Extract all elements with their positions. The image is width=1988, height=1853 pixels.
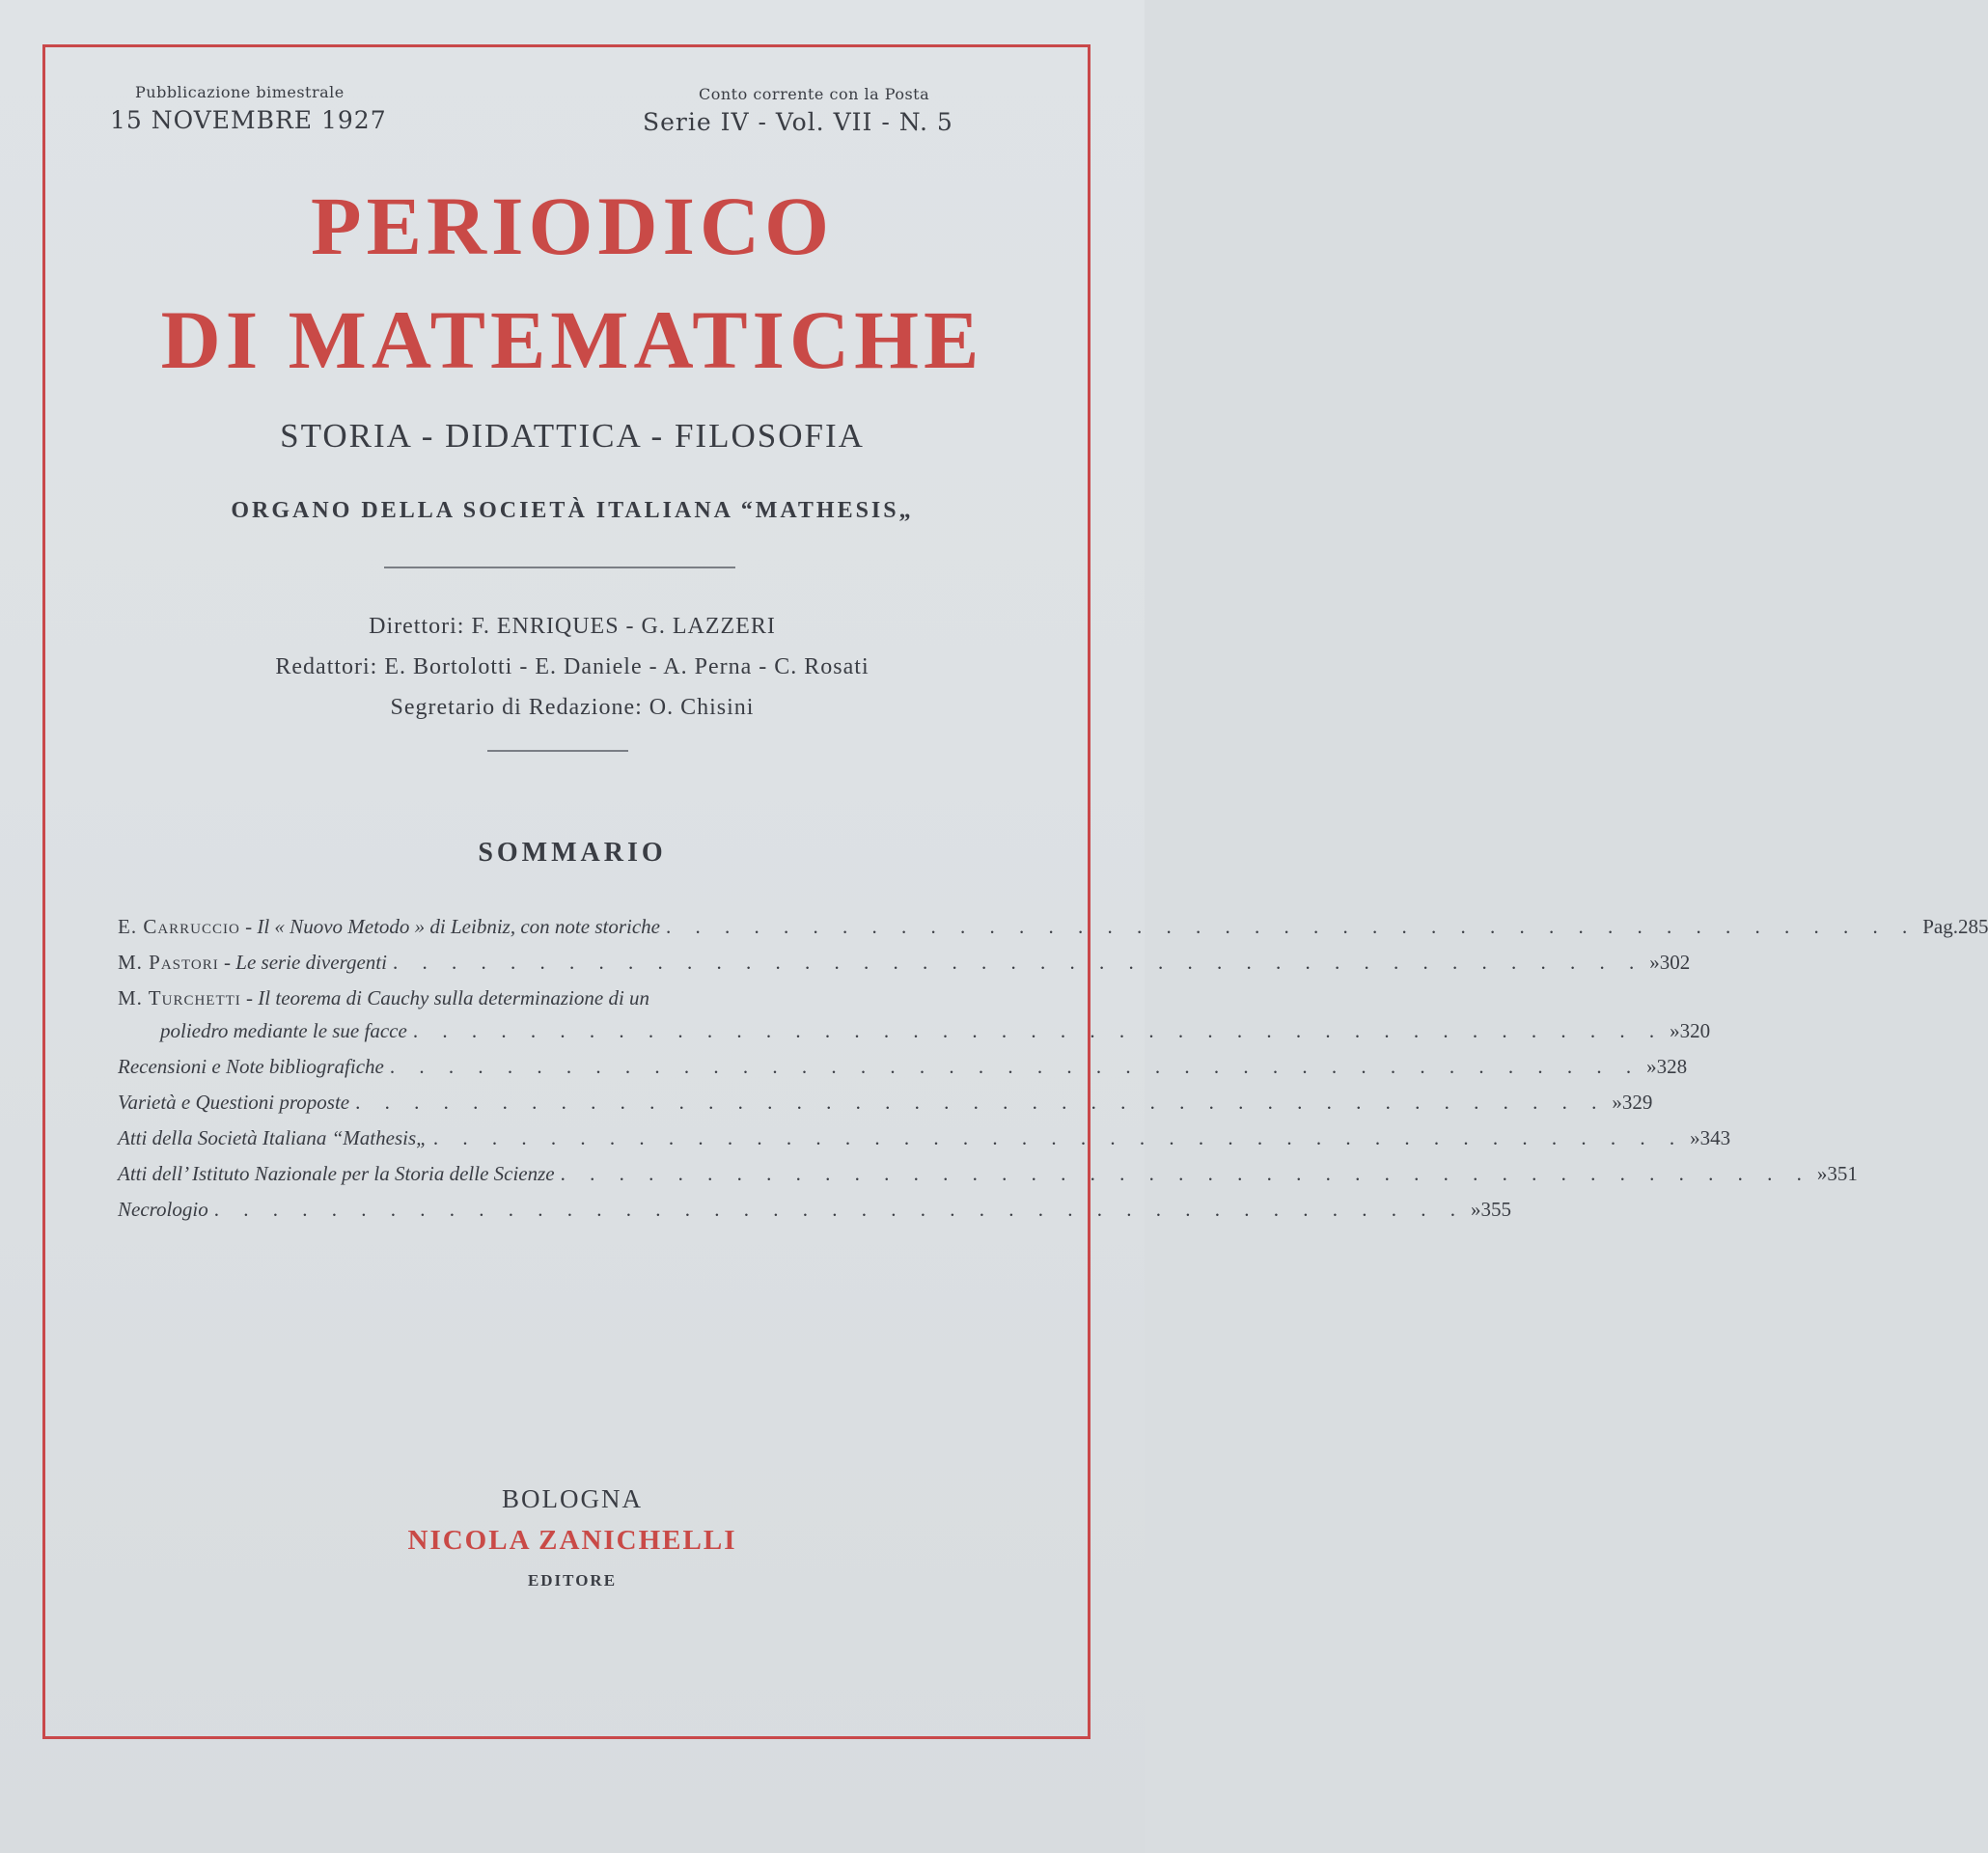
toc-title: Necrologio	[118, 1198, 208, 1221]
series-volume-number: Serie IV - Vol. VII - N. 5	[643, 108, 953, 136]
directors-line: Direttori: F. ENRIQUES - G. LAZZERI	[369, 614, 776, 639]
toc-leader-dots: . . . . . . . . . . . . . . . . . . . . . . . . . . . . . . . . . . . . . . . . . . .	[392, 951, 1644, 974]
toc-page-number: 285	[1957, 915, 1988, 938]
issue-date: 15 NOVEMBRE 1927	[110, 106, 387, 134]
organ-statement: ORGANO DELLA SOCIETÀ ITALIANA “MATHESIS„	[231, 498, 914, 523]
toc-entry	[118, 1091, 1653, 1120]
divider-long	[384, 567, 735, 568]
toc-author: M. Pastori	[118, 951, 219, 974]
toc-leader-dots: . . . . . . . . . . . . . . . . . . . . . . . . . . . . . . . . . . . . . . . . . . .	[355, 1091, 1607, 1114]
toc-leader-dots: . . . . . . . . . . . . . . . . . . . . . . . . . . . . . . . . . . . . . . . . . . .	[665, 915, 1918, 938]
subtitle: STORIA - DIDATTICA - FILOSOFIA	[280, 417, 865, 455]
toc-page-number: 320	[1679, 1019, 1711, 1042]
toc-page-label: »	[1612, 1091, 1622, 1114]
toc-page-number: 351	[1827, 1162, 1858, 1185]
postal-account-note: Conto corrente con la Posta	[699, 85, 930, 103]
sommario-heading: SOMMARIO	[478, 838, 667, 868]
toc-entry	[118, 1162, 1858, 1191]
toc-separator: -	[239, 915, 258, 938]
toc-page-label: »	[1816, 1162, 1828, 1185]
editors-line: Redattori: E. Bortolotti - E. Daniele - A. Perna - C. Rosati	[275, 654, 870, 679]
divider-short	[487, 750, 628, 752]
publisher-role: EDITORE	[527, 1571, 618, 1590]
toc-page-label: »	[1470, 1198, 1481, 1221]
toc-leader-dots: . . . . . . . . . . . . . . . . . . . . . . . . . . . . . . . . . . . . . . . . . . .	[213, 1198, 1465, 1221]
toc-title-continued: poliedro mediante le sue facce	[160, 1019, 407, 1042]
table-of-contents	[118, 915, 1988, 1224]
toc-page-label: Pag.	[1922, 915, 1958, 938]
toc-title: Il « Nuovo Metodo » di Leibniz, con note storiche	[257, 915, 660, 938]
toc-entry	[118, 1198, 1511, 1227]
toc-entry-text	[118, 986, 649, 1010]
toc-entry	[118, 1055, 1688, 1084]
title-line-2: DI MATEMATICHE	[160, 293, 984, 386]
toc-leader-dots: . . . . . . . . . . . . . . . . . . . . . . . . . . . . . . . . . . . . . . . . . . .	[432, 1126, 1685, 1149]
toc-entry-continuation	[118, 1019, 1711, 1048]
toc-page-label: »	[1649, 951, 1660, 974]
toc-title: Varietà e Questioni proposte	[118, 1091, 350, 1114]
toc-entry	[118, 986, 1006, 1015]
toc-page-label: »	[1646, 1055, 1657, 1078]
toc-title: Le serie divergenti	[235, 951, 387, 974]
toc-entry-text	[118, 1091, 349, 1115]
publication-frequency: Pubblicazione bimestrale	[135, 83, 345, 101]
toc-entry	[118, 915, 1988, 944]
toc-page-number: 302	[1659, 951, 1691, 974]
toc-author: M. Turchetti	[118, 986, 241, 1009]
toc-title: Il teorema di Cauchy sulla determinazione di un	[258, 986, 650, 1009]
toc-title: Recensioni e Note bibliografiche	[118, 1055, 384, 1078]
toc-separator: -	[218, 951, 236, 974]
toc-page-number: 329	[1621, 1091, 1653, 1114]
toc-leader-dots: . . . . . . . . . . . . . . . . . . . . . . . . . . . . . . . . . . . . . . . . . . .	[412, 1019, 1665, 1042]
toc-separator: -	[240, 986, 259, 1009]
toc-entry-text	[118, 1198, 208, 1222]
toc-entry-text	[118, 951, 387, 975]
publisher-name: NICOLA ZANICHELLI	[407, 1525, 737, 1556]
toc-entry	[118, 951, 1691, 980]
toc-entry	[118, 1126, 1731, 1155]
toc-author: E. Carruccio	[118, 915, 240, 938]
toc-title: Atti dell’ Istituto Nazionale per la Storia delle Scienze	[118, 1162, 555, 1185]
publisher-city: BOLOGNA	[502, 1484, 643, 1513]
toc-leader-dots: . . . . . . . . . . . . . . . . . . . . . . . . . . . . . . . . . . . . . . . . . . .	[389, 1055, 1642, 1078]
title-line-1: PERIODICO	[311, 180, 834, 272]
toc-entry-text	[118, 1126, 428, 1150]
toc-page-label: »	[1690, 1126, 1700, 1149]
toc-entry-text	[118, 1162, 555, 1186]
secretary-line: Segretario di Redazione: O. Chisini	[390, 695, 755, 720]
toc-page-number: 328	[1656, 1055, 1688, 1078]
toc-page-label: »	[1670, 1019, 1680, 1042]
toc-page-number: 343	[1699, 1126, 1731, 1149]
toc-entry-text	[118, 915, 660, 939]
toc-page-number: 355	[1480, 1198, 1511, 1221]
toc-entry-text	[118, 1055, 384, 1079]
toc-title: Atti della Società Italiana “Mathesis„	[118, 1126, 428, 1149]
toc-leader-dots: . . . . . . . . . . . . . . . . . . . . . . . . . . . . . . . . . . . . . . . . . . .	[560, 1162, 1811, 1185]
